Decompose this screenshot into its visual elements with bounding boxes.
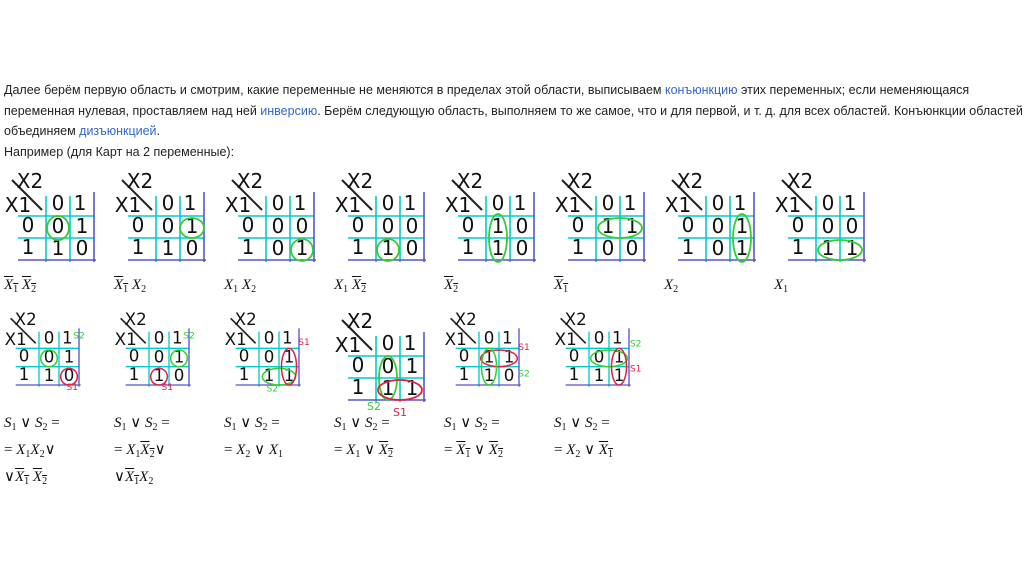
cell-1: 1 (735, 214, 749, 238)
col-header-0: 0 (381, 191, 395, 215)
row-header-1: 1 (461, 235, 475, 259)
kmap-r1-6 (664, 170, 760, 266)
region-tag-0: S2 (629, 338, 642, 350)
row-header-0: 0 (18, 346, 30, 366)
cell-0: 1 (601, 214, 615, 238)
formula-s1s2-2: $S_1$ ∨ $S_2$ = = $X_1X_2\vee$ $\vee X_1X_2$ (114, 415, 170, 487)
region-tag-0: S1 (298, 337, 310, 348)
region-tag-1: S1 (393, 406, 407, 419)
cell-2: 1 (381, 376, 395, 400)
formula-map-2: $X_1$ $X_2$ (114, 277, 147, 295)
region-tag-0: S2 (183, 330, 195, 342)
cell-0: 0 (51, 214, 65, 238)
col-header-1: 1 (502, 328, 513, 348)
cell-3: 0 (75, 236, 89, 260)
col-header-0: 0 (711, 191, 725, 215)
row-header-1: 1 (131, 235, 145, 259)
cell-1: 1 (75, 214, 89, 238)
x1-label: X1 (4, 330, 27, 349)
cell-1: 0 (515, 214, 529, 238)
cell-1: 0 (845, 214, 859, 238)
cell-0: 0 (593, 347, 605, 367)
row-header-1: 1 (681, 235, 695, 259)
formula-s1s2-3: $S_1$ ∨ $S_2$ = = $X_2$ ∨ $X_1$ (224, 415, 284, 460)
formula-s1s2-6: $S_1$ ∨ $S_2$ = = $X_2$ ∨ $X_1$ (554, 415, 614, 460)
cell-0: 0 (381, 354, 395, 378)
kmap-r1-1 (114, 170, 210, 266)
x2-label: X2 (124, 310, 147, 329)
x2-label: X2 (14, 310, 37, 329)
row-header-0: 0 (238, 346, 250, 366)
cell-2: 1 (821, 236, 835, 260)
cell-2: 1 (263, 365, 275, 385)
cell-2: 0 (601, 236, 615, 260)
col-header-1: 1 (62, 328, 73, 348)
cell-3: 1 (613, 365, 625, 385)
row-header-0: 0 (351, 353, 365, 377)
cell-1: 1 (185, 214, 199, 238)
cell-0: 0 (821, 214, 835, 238)
row-header-0: 0 (791, 213, 805, 237)
x2-label: X2 (456, 169, 484, 193)
x2-label: X2 (786, 169, 814, 193)
kmap-r1-7 (774, 170, 870, 266)
row-header-0: 0 (131, 213, 145, 237)
kmap-r1-4 (444, 170, 540, 266)
x2-label: X2 (454, 310, 477, 329)
x1-label: X1 (4, 193, 32, 217)
formula-s1s2-4: $S_1$ ∨ $S_2$ = = $X_1$ ∨ $X_2$ (334, 415, 394, 460)
kmap-r2-1 (114, 310, 195, 393)
row-header-0: 0 (241, 213, 255, 237)
col-header-1: 1 (172, 328, 183, 348)
cell-1: 0 (405, 214, 419, 238)
kmap-r2-5 (554, 310, 642, 390)
cell-2: 1 (161, 236, 175, 260)
explanation-paragraph (4, 80, 1024, 142)
formula-map-1: $X_1$ $X_2$ (4, 277, 37, 295)
region-tag-0: S1 (518, 342, 530, 353)
col-header-0: 0 (43, 328, 55, 348)
formula-map-8: $X_1$ (774, 277, 789, 295)
x2-label: X2 (126, 169, 154, 193)
x2-label: X2 (676, 169, 704, 193)
col-header-0: 0 (263, 328, 275, 348)
cell-1: 1 (625, 214, 639, 238)
x1-label: X1 (334, 193, 362, 217)
row-header-1: 1 (351, 235, 365, 259)
cell-3: 1 (295, 236, 309, 260)
col-header-1: 1 (513, 191, 527, 215)
link-inversion[interactable]: инверсию (260, 103, 318, 118)
cell-2: 1 (483, 365, 495, 385)
kmap-r2-4 (444, 310, 530, 390)
cell-1: 1 (503, 347, 515, 367)
formula-map-4: $X_1$ $X_2$ (334, 277, 367, 295)
col-header-0: 0 (271, 191, 285, 215)
kmap-r1-0 (4, 170, 100, 266)
col-header-1: 1 (293, 191, 307, 215)
x1-label: X1 (114, 193, 142, 217)
region-tag-0: S2 (73, 330, 85, 342)
row-header-0: 0 (571, 213, 585, 237)
x1-label: X1 (774, 193, 802, 217)
x1-label: X1 (554, 330, 577, 349)
cell-2: 0 (711, 236, 725, 260)
col-header-1: 1 (623, 191, 637, 215)
region-tag-1: S2 (266, 383, 279, 395)
cell-0: 0 (263, 347, 275, 367)
row-header-1: 1 (21, 235, 35, 259)
col-header-1: 1 (403, 191, 417, 215)
row-header-1: 1 (571, 235, 585, 259)
row-header-0: 0 (461, 213, 475, 237)
row-header-0: 0 (21, 213, 35, 237)
region-tag-1: S2 (518, 368, 530, 380)
row-header-0: 0 (128, 346, 140, 366)
x1-label: X1 (444, 330, 467, 349)
cell-1: 1 (63, 347, 75, 367)
x2-label: X2 (236, 169, 264, 193)
formula-map-3: $X_1$ $X_2$ (224, 277, 257, 295)
cell-1: 1 (283, 347, 295, 367)
x2-label: X2 (16, 169, 44, 193)
cell-0: 0 (153, 347, 165, 367)
cell-0: 0 (43, 347, 55, 367)
x2-label: X2 (566, 169, 594, 193)
formula-map-6: $X_1$ (554, 277, 569, 295)
row-header-0: 0 (458, 346, 470, 366)
row-header-0: 0 (351, 213, 365, 237)
x2-label: X2 (564, 310, 587, 329)
cell-3: 1 (405, 376, 419, 400)
cell-1: 1 (405, 354, 419, 378)
col-header-0: 0 (161, 191, 175, 215)
cell-1: 1 (613, 347, 625, 367)
formula-s1s2-1: $S_1$ ∨ $S_2$ = = $X_1X_2\vee$ $\vee X_1$ $X_2$ (4, 415, 60, 487)
region-tag-0: S2 (367, 400, 381, 413)
col-header-1: 1 (733, 191, 747, 215)
kmap-r1-3 (334, 170, 430, 266)
cell-3: 1 (845, 236, 859, 260)
col-header-0: 0 (483, 328, 495, 348)
cell-0: 0 (711, 214, 725, 238)
col-header-0: 0 (593, 328, 605, 348)
col-header-1: 1 (612, 328, 623, 348)
formula-map-7: $X_2$ (664, 277, 679, 295)
region-tag-1: S1 (66, 382, 79, 393)
col-header-0: 0 (491, 191, 505, 215)
kmap-r2-2 (224, 310, 310, 395)
formula-s1s2-5: $S_1$ ∨ $S_2$ = = $X_1$ ∨ $X_2$ (444, 415, 504, 460)
col-header-1: 1 (403, 331, 417, 355)
x1-label: X1 (444, 193, 472, 217)
formula-map-5: $X_2$ (444, 277, 459, 295)
cell-3: 0 (503, 365, 515, 385)
cell-2: 1 (593, 365, 605, 385)
kmap-r1-5 (554, 170, 650, 266)
row-header-1: 1 (241, 235, 255, 259)
row-header-1: 1 (568, 365, 580, 384)
cell-2: 1 (153, 365, 165, 385)
cell-2: 1 (381, 236, 395, 260)
kmap-r2-3 (334, 309, 430, 419)
cell-2: 1 (491, 236, 505, 260)
col-header-1: 1 (843, 191, 857, 215)
cell-0: 1 (491, 214, 505, 238)
row-header-1: 1 (18, 365, 30, 384)
cell-3: 0 (185, 236, 199, 260)
col-header-0: 0 (601, 191, 615, 215)
x1-label: X1 (554, 193, 582, 217)
region-tag-1: S1 (629, 363, 642, 375)
row-header-0: 0 (681, 213, 695, 237)
link-conjunction[interactable]: конъюнкцию (664, 83, 738, 97)
cell-3: 1 (735, 236, 749, 260)
cell-1: 0 (295, 214, 309, 238)
cell-0: 1 (483, 347, 495, 367)
cell-2: 0 (271, 236, 285, 260)
cell-3: 0 (515, 236, 529, 260)
row-header-1: 1 (128, 365, 140, 384)
col-header-1: 1 (73, 191, 87, 215)
x2-label: X2 (346, 309, 374, 333)
col-header-1: 1 (183, 191, 197, 215)
row-header-0: 0 (568, 346, 580, 366)
cell-3: 0 (63, 365, 75, 385)
row-header-1: 1 (351, 375, 365, 399)
row-header-1: 1 (791, 235, 805, 259)
cell-3: 0 (625, 236, 639, 260)
cell-3: 0 (405, 236, 419, 260)
row-header-1: 1 (238, 365, 250, 384)
x1-label: X1 (224, 193, 252, 217)
cell-0: 0 (161, 214, 175, 238)
row-header-1: 1 (458, 365, 470, 384)
paragraph-line-1: Далее берём первую область и смотрим, какие переменные не меняются в пределах этой области, выписываем конъюнкцию этих переменных; если неменяющаяся (4, 83, 970, 97)
x1-label: X1 (334, 333, 362, 357)
cell-0: 0 (271, 214, 285, 238)
kmap-r1-2 (224, 170, 320, 266)
x1-label: X1 (224, 330, 247, 349)
x1-label: X1 (114, 330, 137, 349)
col-header-0: 0 (381, 331, 395, 355)
cell-3: 0 (173, 365, 185, 385)
x2-label: X2 (346, 169, 374, 193)
x1-label: X1 (664, 193, 692, 217)
col-header-0: 0 (821, 191, 835, 215)
cell-2: 1 (43, 365, 55, 385)
col-header-0: 0 (153, 328, 165, 348)
region-tag-1: S1 (161, 382, 174, 393)
example-label: Например (для Карт на 2 переменные): (4, 145, 235, 159)
x2-label: X2 (234, 310, 257, 329)
cell-1: 1 (173, 347, 185, 367)
kmap-r2-0 (4, 310, 85, 393)
col-header-0: 0 (51, 191, 65, 215)
cell-3: 1 (283, 365, 295, 385)
paragraph-line-2: переменная нулевая, проставляем над ней инверсию. Берём следующую область, выполняем то же самое, что и для первой, и т. д. для всех областей. Конъюнкции областей (4, 103, 1023, 118)
col-header-1: 1 (282, 328, 293, 348)
paragraph-line-3: объединяем дизъюнкцией. (4, 124, 161, 138)
cell-0: 0 (381, 214, 395, 238)
cell-2: 1 (51, 236, 65, 260)
link-disjunction[interactable]: дизъюнкцией (79, 124, 157, 138)
